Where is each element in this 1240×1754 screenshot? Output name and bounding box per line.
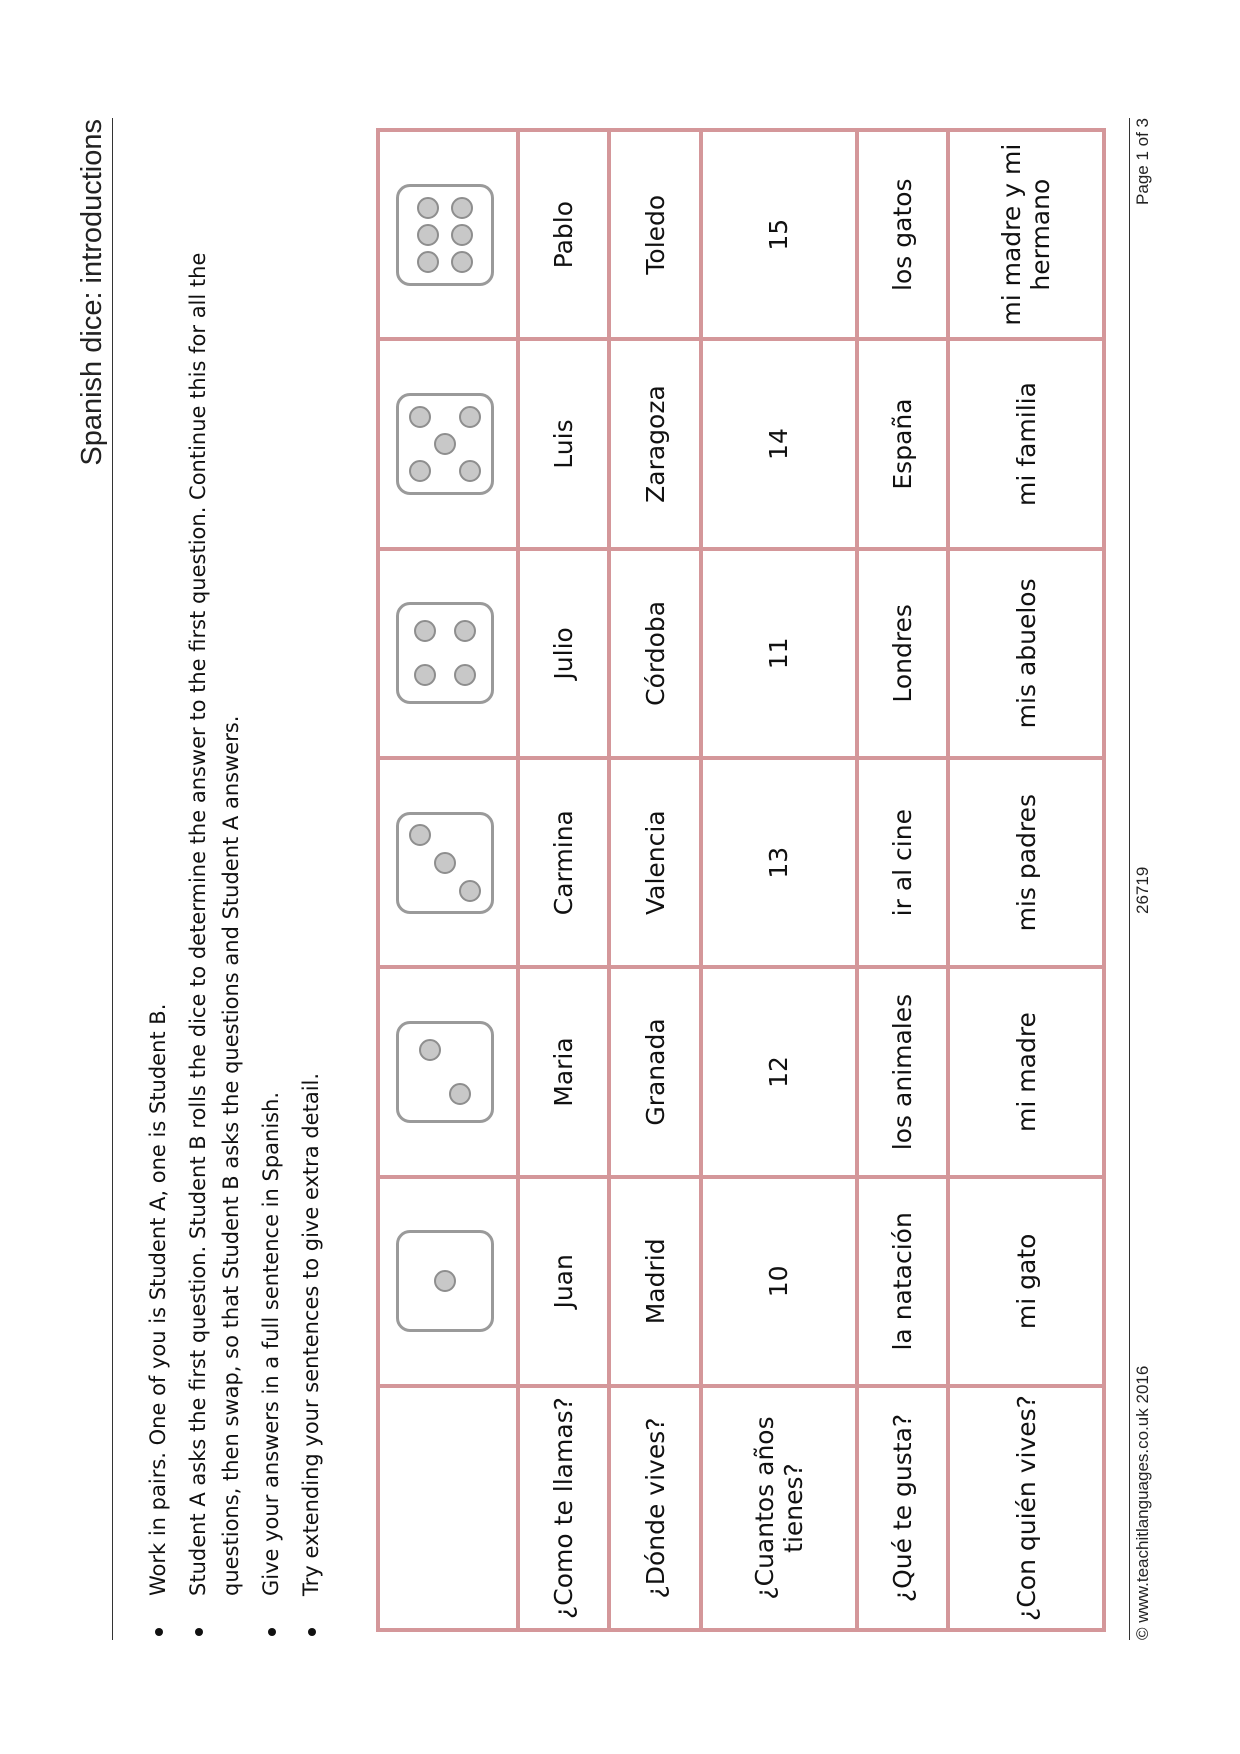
answer-cell: Londres [857, 549, 948, 758]
die-one-icon [396, 1230, 494, 1332]
table-row [609, 130, 700, 1630]
die-five-icon [396, 393, 494, 495]
answer-cell: 12 [701, 967, 857, 1176]
question-cell: ¿Con quién vives? [948, 1386, 1104, 1630]
header-rule [112, 118, 113, 1640]
table-row [857, 130, 948, 1630]
answer-cell: mi familia [948, 339, 1104, 548]
answer-cell: Pablo [518, 130, 609, 339]
answer-cell: la natación [857, 1177, 948, 1386]
die-four-icon [396, 602, 494, 704]
die-cell [378, 130, 518, 339]
answer-cell: 11 [701, 549, 857, 758]
die-three-icon [396, 812, 494, 914]
instruction-item: Give your answers in a full sentence in Spanish. [255, 200, 288, 1640]
die-cell [378, 967, 518, 1176]
answer-cell: Valencia [609, 758, 700, 967]
dice-table [376, 128, 1106, 1632]
instruction-item: Work in pairs. One of you is Student A, one is Student B. [142, 200, 175, 1640]
answer-cell: 10 [701, 1177, 857, 1386]
answer-cell: Juan [518, 1177, 609, 1386]
answer-cell: mi madre y mi hermano [948, 130, 1104, 339]
answer-cell: Maria [518, 967, 609, 1176]
answer-cell: 14 [701, 339, 857, 548]
question-cell: ¿Cuantos años tienes? [701, 1386, 857, 1630]
answer-cell: mi gato [948, 1177, 1104, 1386]
answer-cell: 13 [701, 758, 857, 967]
corner-cell [378, 1386, 518, 1630]
answer-cell: los animales [857, 967, 948, 1176]
die-cell [378, 758, 518, 967]
question-cell: ¿Dónde vives? [609, 1386, 700, 1630]
answer-cell: mis padres [948, 758, 1104, 967]
instruction-item: Student A asks the first question. Student B rolls the dice to determine the answer to the first question. Continue this for all the questions, then swap, so that Student B asks the questions and Student A answers. [182, 200, 248, 1640]
die-cell [378, 339, 518, 548]
table-row [701, 130, 857, 1630]
answer-cell: Zaragoza [609, 339, 700, 548]
answer-cell: España [857, 339, 948, 548]
answer-cell: mi madre [948, 967, 1104, 1176]
answer-cell: 15 [701, 130, 857, 339]
copyright-text: © www.teachitlanguages.co.uk 2016 [1133, 1365, 1152, 1640]
footer-rule [1129, 118, 1130, 1640]
page-title: Spanish dice: introductions [76, 119, 108, 466]
question-cell: ¿Qué te gusta? [857, 1386, 948, 1630]
table-row [948, 130, 1104, 1630]
instruction-item: Try extending your sentences to give extra detail. [295, 200, 328, 1640]
table-row [518, 130, 609, 1630]
die-two-icon [396, 1021, 494, 1123]
answer-cell: Madrid [609, 1177, 700, 1386]
answer-cell: Carmina [518, 758, 609, 967]
die-cell [378, 549, 518, 758]
answer-cell: Granada [609, 967, 700, 1176]
question-cell: ¿Como te llamas? [518, 1386, 609, 1630]
die-cell [378, 1177, 518, 1386]
answer-cell: Córdoba [609, 549, 700, 758]
answer-cell: Toledo [609, 130, 700, 339]
dice-header-row [378, 130, 518, 1630]
answer-cell: Luis [518, 339, 609, 548]
resource-code: 26719 [1133, 866, 1152, 914]
answer-cell: ir al cine [857, 758, 948, 967]
answer-cell: mis abuelos [948, 549, 1104, 758]
die-six-icon [396, 184, 494, 286]
page-number: Page 1 of 3 [1133, 118, 1152, 205]
answer-cell: Julio [518, 549, 609, 758]
instruction-list [142, 200, 335, 1640]
answer-cell: los gatos [857, 130, 948, 339]
